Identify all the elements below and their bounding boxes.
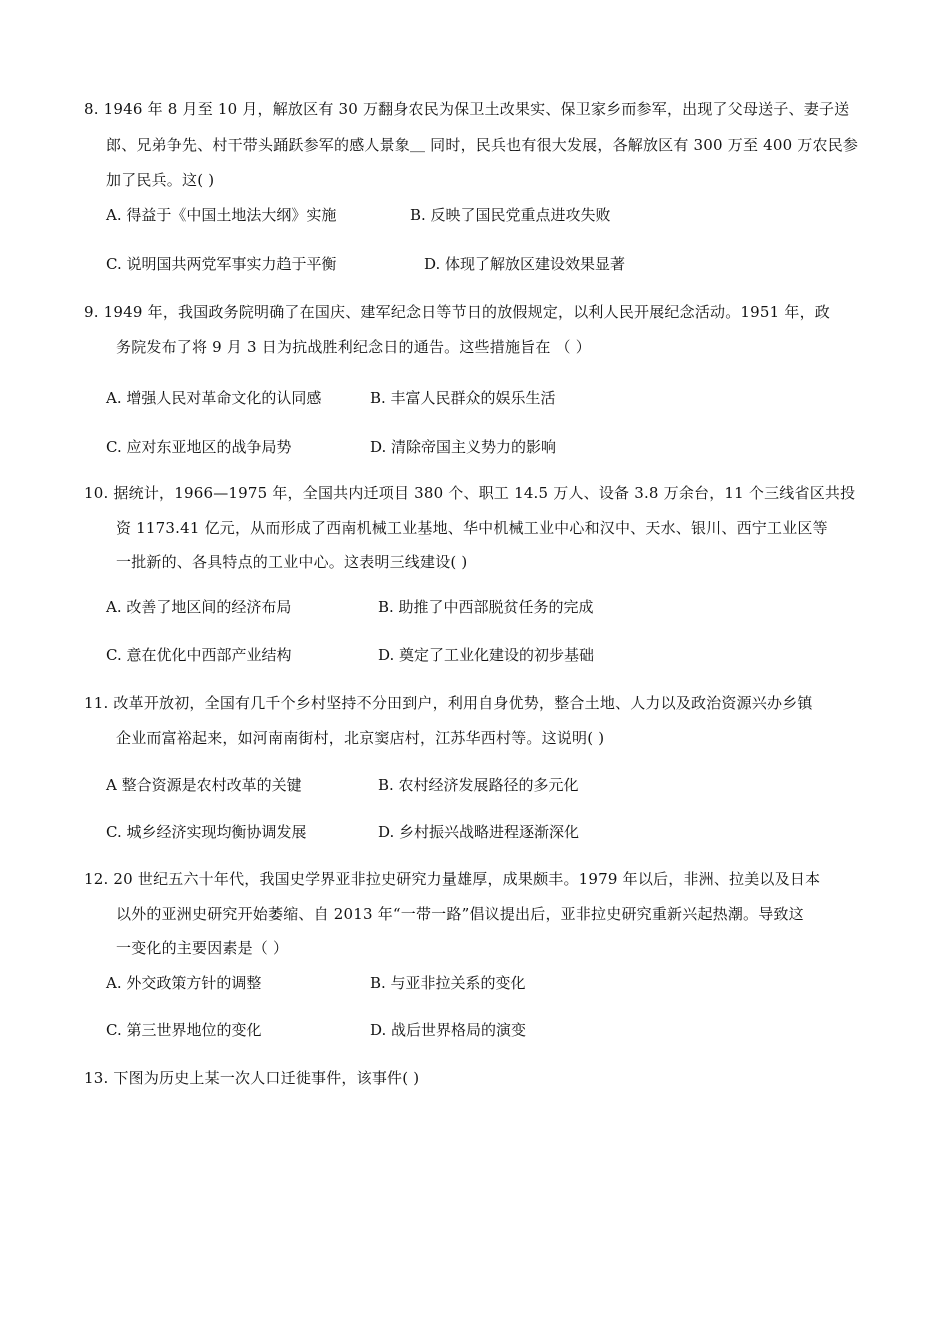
question-12-line-2: 以外的亚洲史研究开始萎缩、自 2013 年“一带一路”倡议提出后，亚非拉史研究重新兴起热潮。导致这 — [116, 905, 804, 923]
question-9-option-d: D. 清除帝国主义势力的影响 — [370, 438, 557, 456]
question-8-option-b: B. 反映了国民党重点进攻失败 — [410, 206, 611, 224]
question-11-option-a: A 整合资源是农村改革的关键 — [106, 776, 302, 794]
question-10-option-a: A. 改善了地区间的经济布局 — [106, 598, 292, 616]
question-12-option-b: B. 与亚非拉关系的变化 — [370, 974, 526, 992]
question-9-option-b: B. 丰富人民群众的娱乐生活 — [370, 389, 556, 407]
question-11-option-c: C. 城乡经济实现均衡协调发展 — [106, 823, 307, 841]
question-8-option-c: C. 说明国共两党军事实力趋于平衡 — [106, 255, 337, 273]
question-10-line-1: 10. 据统计，1966—1975 年，全国共内迁项目 380 个、职工 14.5 万人、设备 3.8 万余台，11 个三线省区共投 — [84, 484, 856, 502]
question-8-line-1: 8. 1946 年 8 月至 10 月，解放区有 30 万翻身农民为保卫土改果实、保卫家乡而参军，出现了父母送子、妻子送 — [84, 100, 850, 118]
question-8-option-d: D. 体现了解放区建设效果显著 — [424, 255, 626, 273]
question-11-line-2: 企业而富裕起来，如河南南街村，北京窦店村，江苏华西村等。这说明( ) — [116, 729, 605, 747]
question-12-option-c: C. 第三世界地位的变化 — [106, 1021, 262, 1039]
question-8-line-2: 郎、兄弟争先、村干带头踊跃参军的感人景象＿ 同时，民兵也有很大发展，各解放区有 300 万至 400 万农民参 — [106, 136, 859, 154]
question-12-line-3: 一变化的主要因素是（ ） — [116, 939, 289, 957]
question-9-option-c: C. 应对东亚地区的战争局势 — [106, 438, 292, 456]
question-9-line-2: 务院发布了将 9 月 3 日为抗战胜利纪念日的通告。这些措施旨在 （ ） — [116, 338, 591, 356]
question-8-line-3: 加了民兵。这( ) — [106, 171, 215, 189]
question-10-line-3: 一批新的、各具特点的工业中心。这表明三线建设( ) — [116, 553, 468, 571]
question-12-option-d: D. 战后世界格局的演变 — [370, 1021, 527, 1039]
question-10-option-d: D. 奠定了工业化建设的初步基础 — [378, 646, 595, 664]
question-10-line-2: 资 1173.41 亿元，从而形成了西南机械工业基地、华中机械工业中心和汉中、天水、银川、西宁工业区等 — [116, 519, 828, 537]
question-9-option-a: A. 增强人民对革命文化的认同感 — [106, 389, 322, 407]
question-9-line-1: 9. 1949 年，我国政务院明确了在国庆、建军纪念日等节日的放假规定，以利人民开展纪念活动。1951 年，政 — [84, 303, 830, 321]
question-12-line-1: 12. 20 世纪五六十年代，我国史学界亚非拉史研究力量雄厚，成果颇丰。1979 年以后，非洲、拉美以及日本 — [84, 870, 821, 888]
question-12-option-a: A. 外交政策方针的调整 — [106, 974, 262, 992]
question-8-option-a: A. 得益于《中国土地法大纲》实施 — [106, 206, 337, 224]
question-10-option-c: C. 意在优化中西部产业结构 — [106, 646, 292, 664]
question-11-line-1: 11. 改革开放初，全国有几千个乡村坚持不分田到户，利用自身优势，整合土地、人力以及政治资源兴办乡镇 — [84, 694, 813, 712]
question-11-option-d: D. 乡村振兴战略进程逐渐深化 — [378, 823, 580, 841]
question-10-option-b: B. 助推了中西部脱贫任务的完成 — [378, 598, 594, 616]
question-13-line-1: 13. 下图为历史上某一次人口迁徙事件，该事件( ) — [84, 1069, 420, 1087]
question-11-option-b: B. 农村经济发展路径的多元化 — [378, 776, 579, 794]
